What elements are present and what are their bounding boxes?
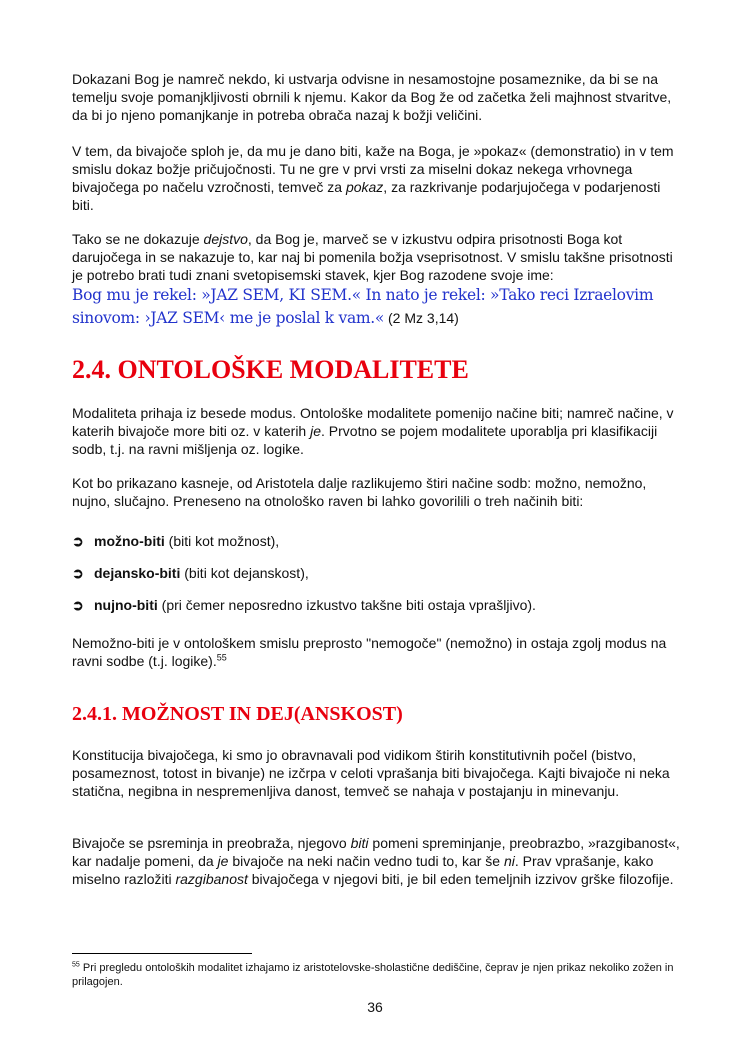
italic-term: pokaz: [345, 179, 384, 195]
footnote-separator: [72, 953, 252, 954]
scripture-quote: Bog mu je rekel: »JAZ SEM, KI SEM.« In nato je rekel: »Tako reci Izraelovim sinovom: ›JAZ SEM‹ me je poslal k vam.«: [72, 286, 654, 327]
curved-arrow-bullet-icon: ➲: [72, 565, 84, 581]
paragraph-razgibanost: Bivajoče se psreminja in preobraža, njegovo biti pomeni spreminjanje, preobrazbo, »razgibanost«, kar nadalje pomeni, da je bivajoče na neki način vedno tudi to, kar še ni. Prav vprašanje, kako miselno razložiti razgibanost bivajočega v njegovi biti, je bil eden temeljnih izzivov grške filozofije.: [72, 835, 680, 887]
bullet-item: ➲ dejansko-biti (biti kot dejanskost),: [72, 565, 309, 581]
curved-arrow-bullet-icon: ➲: [72, 597, 84, 613]
footnote: $^{55}$ Pri pregledu ontoloških modalitet izhajamo iz aristotelovske-sholastične dediščine, čeprav je njen prikaz nekoliko zožen in prilagojen.: [72, 961, 674, 988]
bullet-item: ➲ nujno-biti (pri čemer neposredno izkustvo takšne biti ostaja vprašljivo).: [72, 597, 536, 613]
bullet-term: dejansko-biti: [94, 565, 181, 581]
bullet-term: možno-biti: [94, 533, 165, 549]
paragraph-dejstvo: Tako se ne dokazuje dejstvo, da Bog je, marveč se v izkustvu odpira prisotnosti Boga kot darujočega in se nakazuje to, kar naj bi pomenila božja vseprisotnost. V smislu takšne prisotnosti je potrebo brati tudi znani svetopisemski stavek, kjer Bog razodene svoje ime: Bog mu je rekel: »JAZ SEM, KI SEM.« In nato je rekel: »Tako reci Izraelovim sinovom: ›JAZ SEM‹ me je poslal k vam.« (2 Mz 3,14): [72, 231, 673, 327]
paragraph-konstitucija: Konstitucija bivajočega, ki smo jo obravnavali pod vidikom štirih konstitutivnih počel (bistvo, posameznost, totost in bivanje) ne izčrpa v celoti vprašanja biti bivajočega. Kajti bivajoče ni neka statična, negibna in nespremenljiva danost, temveč se nahaja v postajanju in minevanju.: [72, 747, 670, 799]
section-heading-2-4: 2.4. ONTOLOŠKE MODALITETE: [72, 355, 469, 384]
bullet-item: ➲ možno-biti (biti kot možnost),: [72, 533, 280, 549]
italic-term: je: [310, 423, 322, 439]
paragraph-intro: Dokazani Bog je namreč nekdo, ki ustvarja odvisne in nesamostojne posameznike, da bi se na temelju svoje pomanjkljivosti obrnili k njemu. Kakor da Bog že od začetka želi majhnost stvaritve, da bi jo njeno pomanjkanje in potreba obrača nazaj k božji veličini.: [72, 71, 672, 123]
paragraph-aristotel: Kot bo prikazano kasneje, od Aristotela dalje razlikujemo štiri načine sodb: možno, nemožno, nujno, slučajno. Preneseno na otnološko raven bi lahko govorilili o treh načinih biti:: [72, 475, 647, 509]
curved-arrow-bullet-icon: ➲: [72, 533, 84, 549]
footnote-reference[interactable]: 55: [216, 652, 227, 663]
page-number: 36: [367, 999, 383, 1015]
paragraph-pokaz: V tem, da bivajoče sploh je, da mu je dano biti, kaže na Boga, je »pokaz« (demonstratio) in v tem smislu dokaz božje pričujočnosti. Tu ne gre v prvi vrsti za miselni dokaz nekega vrhovnega bivajočega po načelu vzročnosti, temveč za pokaz, za razkrivanje podarjujočega v podarjenosti biti.: [72, 143, 674, 213]
section-heading-2-4-1: 2.4.1. MOŽNOST IN DEJ(ANSKOST): [72, 703, 403, 725]
italic-term: dejstvo: [203, 231, 248, 247]
paragraph-modaliteta: Modaliteta prihaja iz besede modus. Ontološke modalitete pomenijo načine biti; namreč načine, v katerih bivajoče more biti oz. v katerih je. Prvotno se pojem modalitete uporablja pri klasifikaciji sodb, t.j. na ravni mišljenja oz. logike.: [72, 405, 674, 457]
footnote-number: 55: [72, 961, 80, 969]
scripture-reference: (2 Mz 3,14): [384, 310, 459, 326]
bullet-term: nujno-biti: [94, 597, 158, 613]
paragraph-nemozno: Nemožno-biti je v ontološkem smislu preprosto "nemogoče" (nemožno) in ostaja zgolj modus na ravni sodbe (t.j. logike).$^{55}$: [72, 635, 667, 669]
